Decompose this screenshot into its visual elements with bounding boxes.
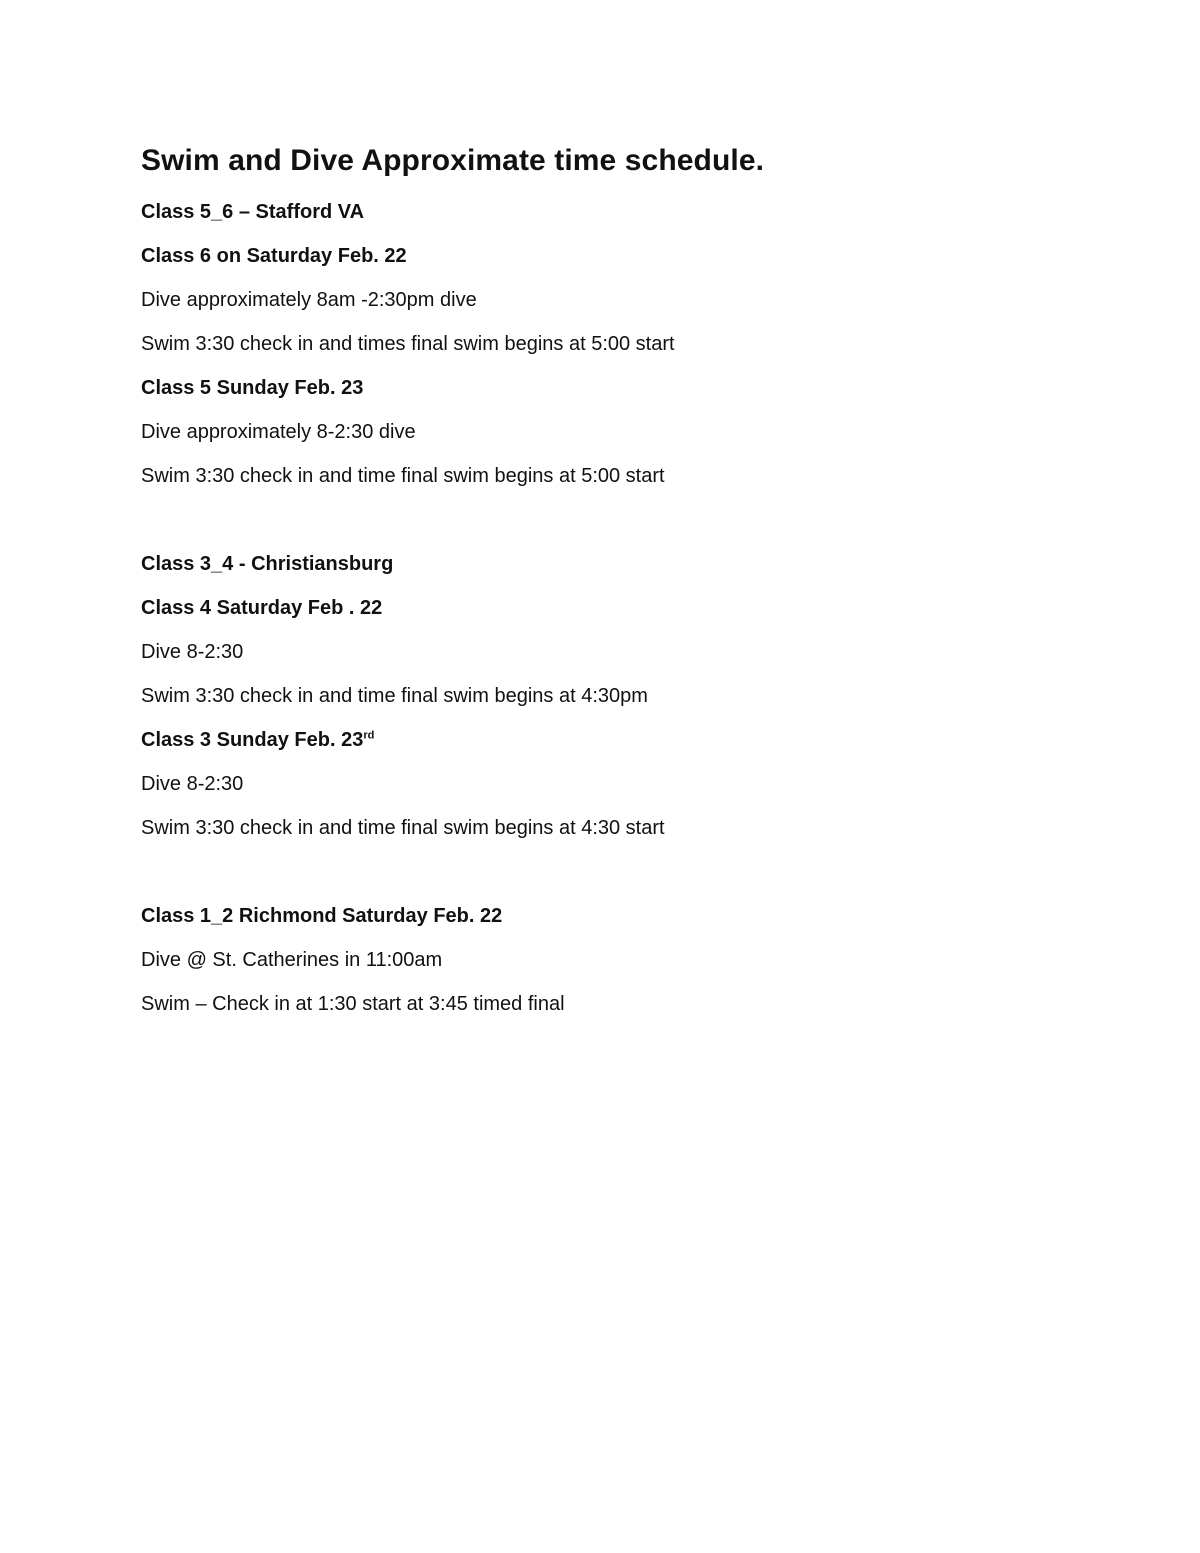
section-heading-richmond: Class 1_2 Richmond Saturday Feb. 22 <box>141 905 503 927</box>
class-3-heading <box>141 730 374 750</box>
class-3-swim-time: Swim 3:30 check in and time final swim begins at 4:30 start <box>141 817 665 839</box>
class-4-dive-time: Dive 8-2:30 <box>141 641 244 663</box>
class-1-2-swim-time: Swim – Check in at 1:30 start at 3:45 timed final <box>141 993 565 1015</box>
class-6-heading: Class 6 on Saturday Feb. 22 <box>141 245 407 267</box>
class-5-swim-time: Swim 3:30 check in and time final swim begins at 5:00 start <box>141 465 665 487</box>
class-4-swim-time: Swim 3:30 check in and time final swim begins at 4:30pm <box>141 685 648 707</box>
section-heading-stafford: Class 5_6 – Stafford VA <box>141 201 365 223</box>
class-5-heading: Class 5 Sunday Feb. 23 <box>141 377 364 399</box>
section-heading-christiansburg: Class 3_4 - Christiansburg <box>141 553 394 575</box>
class-3-heading-ordinal: rd <box>363 729 375 742</box>
class-4-heading: Class 4 Saturday Feb . 22 <box>141 597 383 619</box>
class-3-dive-time: Dive 8-2:30 <box>141 773 244 795</box>
class-6-swim-time: Swim 3:30 check in and times final swim begins at 5:00 start <box>141 333 675 355</box>
document-title: Swim and Dive Approximate time schedule. <box>141 144 765 177</box>
class-6-dive-time: Dive approximately 8am -2:30pm dive <box>141 289 477 311</box>
class-1-2-dive-time: Dive @ St. Catherines in 11:00am <box>141 949 443 971</box>
class-5-dive-time: Dive approximately 8-2:30 dive <box>141 421 416 443</box>
class-3-heading-text: Class 3 Sunday Feb. 23 <box>141 729 364 751</box>
